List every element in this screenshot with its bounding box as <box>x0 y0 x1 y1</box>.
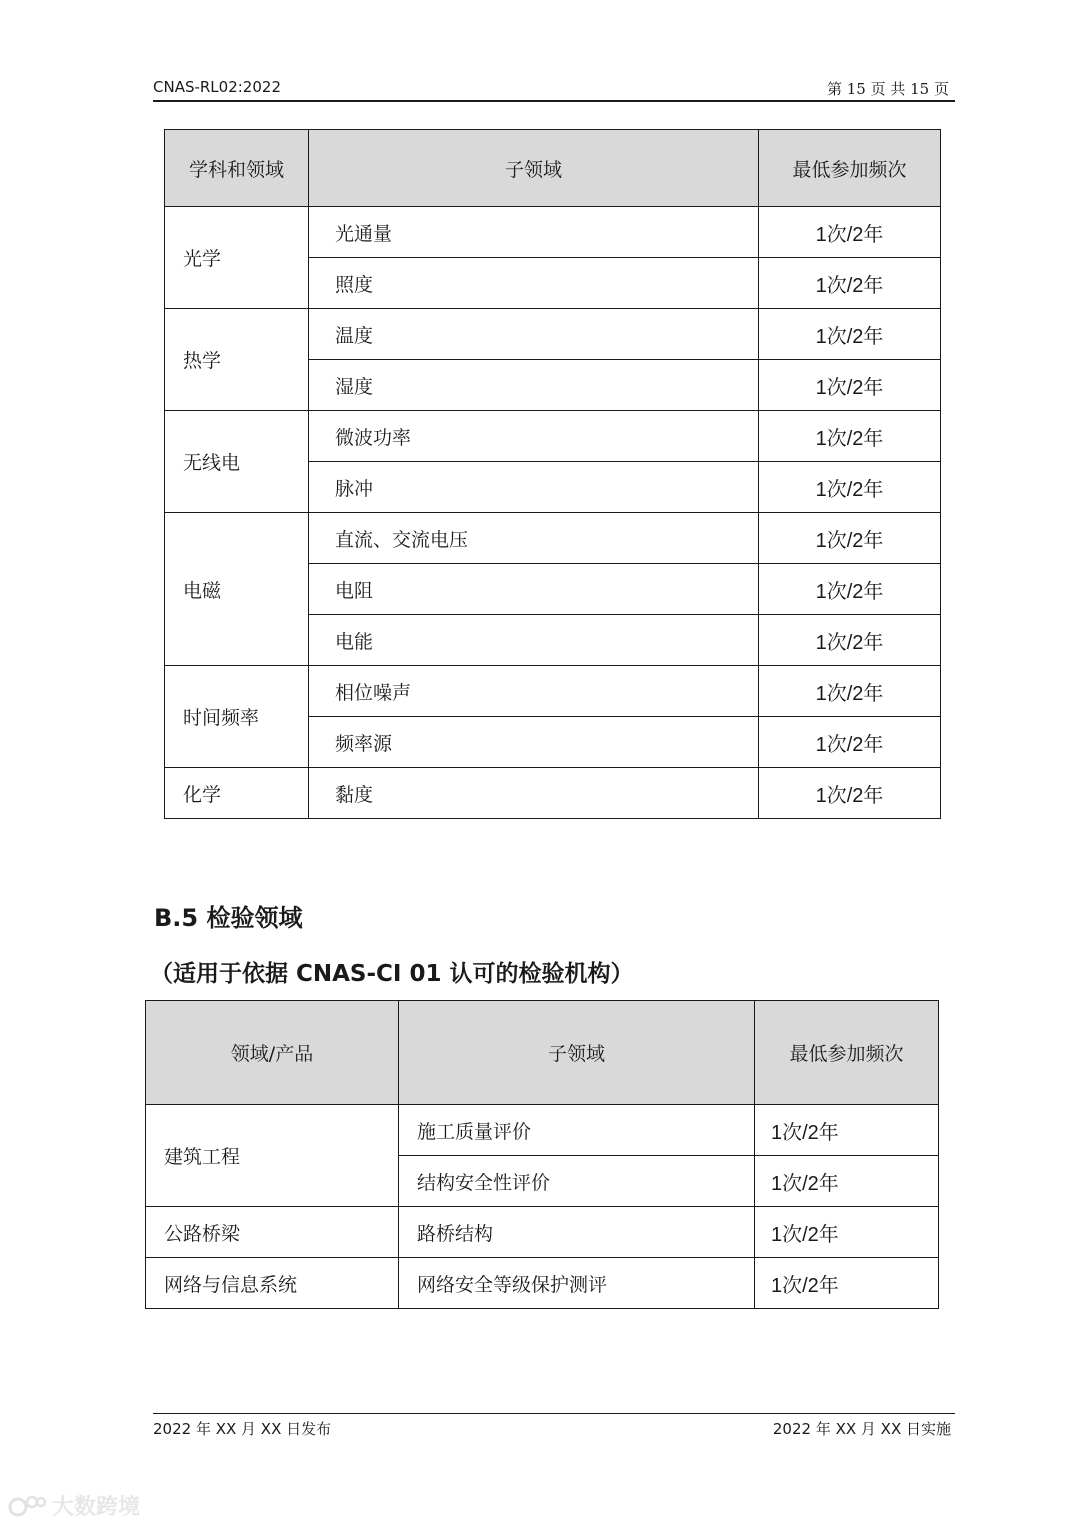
inspection-frequency-table <box>145 1000 939 1309</box>
table-row <box>165 513 941 564</box>
implement-date: 2022 年 XX 月 XX 日实施 <box>772 1420 951 1438</box>
section-subtitle: （适用于依据 CNAS-CI 01 认可的检验机构） <box>150 961 634 987</box>
table-row <box>165 207 941 258</box>
frequency-cell: 1次/2年 <box>759 564 941 615</box>
subfield-cell: 黏度 <box>309 768 759 819</box>
watermark-text: 大数跨境 <box>52 1495 141 1520</box>
table-row <box>165 666 941 717</box>
table-header-row <box>146 1001 939 1105</box>
brand-logo-icon <box>8 1493 48 1519</box>
table-row <box>165 309 941 360</box>
subfield-cell: 电能 <box>309 615 759 666</box>
frequency-cell: 1次/2年 <box>759 258 941 309</box>
section-title: B.5 检验领域 <box>154 904 303 932</box>
frequency-cell: 1次/2年 <box>759 615 941 666</box>
frequency-cell: 1次/2年 <box>759 768 941 819</box>
watermark <box>8 1490 140 1521</box>
column-header: 子领域 <box>399 1001 755 1105</box>
table-row <box>146 1207 939 1258</box>
discipline-cell: 电磁 <box>165 513 309 666</box>
subfield-cell: 电阻 <box>309 564 759 615</box>
frequency-cell: 1次/2年 <box>759 207 941 258</box>
subfield-cell: 施工质量评价 <box>399 1105 755 1156</box>
frequency-cell: 1次/2年 <box>755 1156 939 1207</box>
field-cell: 建筑工程 <box>146 1105 399 1207</box>
table-row <box>146 1105 939 1156</box>
page-footer <box>153 1413 955 1438</box>
subfield-cell: 结构安全性评价 <box>399 1156 755 1207</box>
subfield-cell: 湿度 <box>309 360 759 411</box>
subfield-cell: 照度 <box>309 258 759 309</box>
column-header: 领域/产品 <box>146 1001 399 1105</box>
subfield-cell: 网络安全等级保护测评 <box>399 1258 755 1309</box>
subfield-cell: 微波功率 <box>309 411 759 462</box>
discipline-cell: 热学 <box>165 309 309 411</box>
calibration-frequency-table <box>164 129 941 819</box>
frequency-cell: 1次/2年 <box>759 360 941 411</box>
page-number: 第 15 页 共 15 页 <box>826 80 949 98</box>
subfield-cell: 脉冲 <box>309 462 759 513</box>
subfield-cell: 光通量 <box>309 207 759 258</box>
document-id: CNAS-RL02:2022 <box>153 78 281 96</box>
discipline-cell: 无线电 <box>165 411 309 513</box>
discipline-cell: 时间频率 <box>165 666 309 768</box>
field-cell: 网络与信息系统 <box>146 1258 399 1309</box>
frequency-cell: 1次/2年 <box>759 513 941 564</box>
page-header <box>153 76 955 102</box>
frequency-cell: 1次/2年 <box>759 717 941 768</box>
subfield-cell: 相位噪声 <box>309 666 759 717</box>
table-header-row <box>165 130 941 207</box>
subfield-cell: 路桥结构 <box>399 1207 755 1258</box>
table-row <box>146 1258 939 1309</box>
discipline-cell: 光学 <box>165 207 309 309</box>
column-header: 最低参加频次 <box>759 130 941 207</box>
frequency-cell: 1次/2年 <box>759 309 941 360</box>
frequency-cell: 1次/2年 <box>755 1207 939 1258</box>
subfield-cell: 直流、交流电压 <box>309 513 759 564</box>
subfield-cell: 温度 <box>309 309 759 360</box>
frequency-cell: 1次/2年 <box>759 462 941 513</box>
column-header: 子领域 <box>309 130 759 207</box>
field-cell: 公路桥梁 <box>146 1207 399 1258</box>
frequency-cell: 1次/2年 <box>759 411 941 462</box>
table-row <box>165 411 941 462</box>
discipline-cell: 化学 <box>165 768 309 819</box>
frequency-cell: 1次/2年 <box>759 666 941 717</box>
publish-date: 2022 年 XX 月 XX 日发布 <box>153 1420 332 1438</box>
frequency-cell: 1次/2年 <box>755 1258 939 1309</box>
table-row <box>165 768 941 819</box>
column-header: 最低参加频次 <box>755 1001 939 1105</box>
frequency-cell: 1次/2年 <box>755 1105 939 1156</box>
subfield-cell: 频率源 <box>309 717 759 768</box>
column-header: 学科和领域 <box>165 130 309 207</box>
